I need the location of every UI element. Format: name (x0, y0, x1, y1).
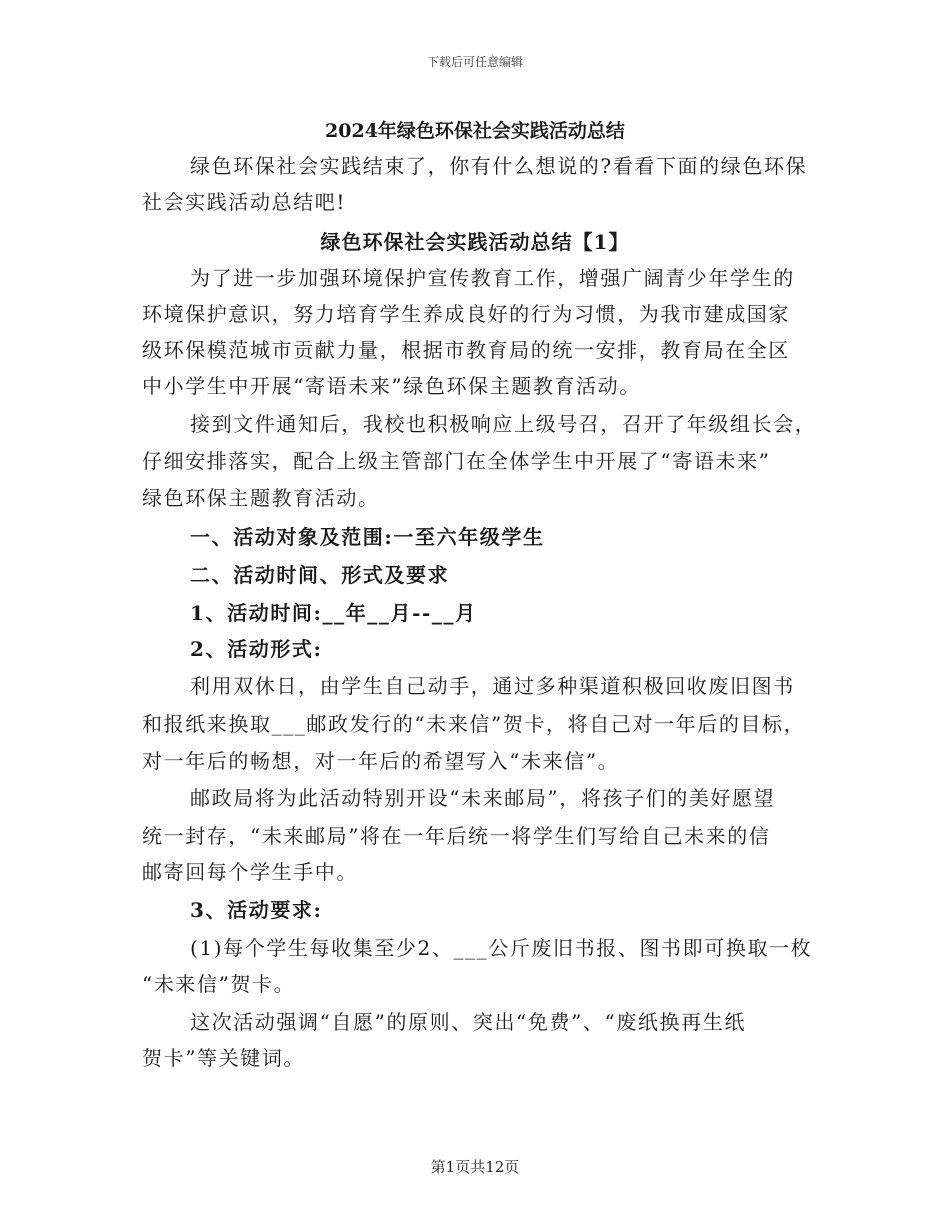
heading-activity-time-form: 二、活动时间、形式及要求 (190, 563, 450, 587)
para5-line-1: (1)每个学生每收集至少2、___公斤废旧书报、图书即可换取一枚 (190, 936, 813, 960)
heading-activity-scope: 一、活动对象及范围:一至六年级学生 (190, 525, 545, 549)
para1-line-3: 级环保模范城市贡献力量，根据市教育局的统一安排，教育局在全区 (142, 338, 790, 362)
para5-line-2: “未来信”贺卡。 (142, 972, 296, 996)
heading-activity-form: 2、活动形式: (190, 637, 323, 661)
para2-line-3: 绿色环保主题教育活动。 (142, 486, 380, 510)
page-number: 第1页共12页 (430, 1158, 520, 1176)
para4-line-3: 邮寄回每个学生手中。 (142, 860, 358, 884)
page-header-note: 下载后可任意编辑 (426, 55, 523, 69)
para1-line-2: 环境保护意识，努力培育学生养成良好的行为习惯，为我市建成国家 (142, 302, 790, 326)
intro-line-1: 绿色环保社会实践结束了，你有什么想说的?看看下面的绿色环保 (190, 154, 808, 178)
para4-line-2: 统一封存，“未来邮局”将在一年后统一将学生们写给自己未来的信 (142, 824, 771, 848)
para3-line-3: 对一年后的畅想，对一年后的希望写入“未来信”。 (142, 749, 620, 773)
para3-line-1: 利用双休日，由学生自己动手，通过多种渠道积极回收废旧图书 (190, 674, 795, 698)
intro-line-2: 社会实践活动总结吧! (142, 190, 347, 214)
para4-line-1: 邮政局将为此活动特别开设“未来邮局”，将孩子们的美好愿望 (190, 786, 776, 810)
section-heading: 绿色环保社会实践活动总结【1】 (320, 230, 630, 254)
para6-line-1: 这次活动强调“自愿”的原则、突出“免费”、“废纸换再生纸 (190, 1010, 746, 1034)
heading-activity-time: 1、活动时间:__年__月--__月 (190, 601, 477, 625)
document-title: 2024年绿色环保社会实践活动总结 (325, 120, 625, 142)
para1-line-1: 为了进一步加强环境保护宣传教育工作，增强广阔青少年学生的 (190, 266, 795, 290)
para2-line-2: 仔细安排落实，配合上级主管部门在全体学生中开展了“寄语未来” (142, 449, 771, 473)
para2-line-1: 接到文件通知后，我校也积极响应上级号召，召开了年级组长会， (190, 412, 817, 436)
para1-line-4: 中小学生中开展“寄语未来”绿色环保主题教育活动。 (142, 374, 641, 398)
para3-line-2: 和报纸来换取___邮政发行的“未来信”贺卡，将自己对一年后的目标， (142, 712, 806, 736)
heading-activity-requirements: 3、活动要求: (190, 898, 323, 922)
para6-line-2: 贺卡”等关键词。 (142, 1046, 306, 1070)
